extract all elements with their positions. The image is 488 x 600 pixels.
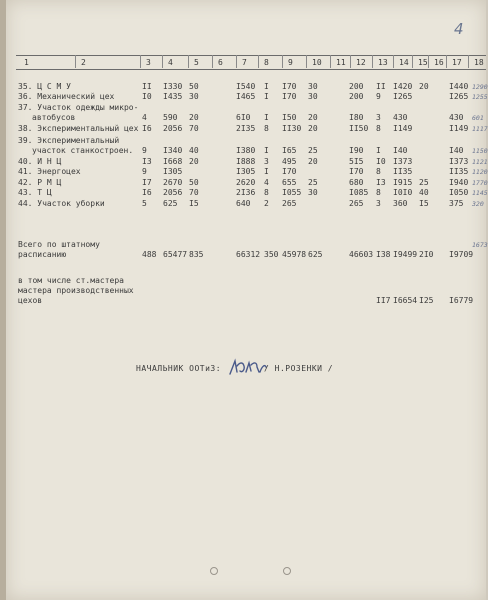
cell-c3: I6 xyxy=(142,124,152,133)
cell-c9: 655 xyxy=(282,178,297,187)
cell-c4: I668 xyxy=(163,157,183,166)
cell-c8: I xyxy=(264,167,269,176)
punch-hole xyxy=(283,567,291,575)
column-divider xyxy=(393,55,394,68)
margin-note: 320 xyxy=(472,200,484,208)
masters-label-line2: мастера производственных xyxy=(18,286,134,295)
cell-c7: 6I0 xyxy=(236,113,251,122)
cell-c10: 20 xyxy=(308,124,318,133)
column-number-14: 14 xyxy=(399,58,409,67)
cell-c13: I xyxy=(376,146,381,155)
column-divider xyxy=(412,55,413,68)
cell-c9: 495 xyxy=(282,157,297,166)
document-page xyxy=(6,0,486,600)
cell-c3: 9 xyxy=(142,167,147,176)
cell-c13: I3 xyxy=(376,178,386,187)
column-divider xyxy=(140,55,141,68)
cell-c3: 9 xyxy=(142,146,147,155)
row-label: 40. И Н Ц xyxy=(18,157,62,166)
row-label: 36. Механический цех xyxy=(18,92,115,101)
cell-c5: 20 xyxy=(189,157,199,166)
total-c9: 45978 xyxy=(282,250,307,259)
cell-c13: 3 xyxy=(376,199,381,208)
cell-c17: I265 xyxy=(449,92,469,101)
cell-c7: 2I36 xyxy=(236,188,256,197)
cell-c10: 20 xyxy=(308,113,318,122)
row-label: участок станкостроен. xyxy=(32,146,134,155)
total-c3: 488 xyxy=(142,250,157,259)
cell-c13: 8 xyxy=(376,167,381,176)
masters-label-line1: в том числе ст.мастера xyxy=(18,276,124,285)
cell-c15: I5 xyxy=(419,199,429,208)
column-divider xyxy=(282,55,283,68)
cell-c14: I373 xyxy=(393,157,413,166)
cell-c12: I70 xyxy=(349,167,364,176)
cell-c10: 25 xyxy=(308,146,318,155)
column-number-11: 11 xyxy=(336,58,346,67)
cell-c15: 25 xyxy=(419,178,429,187)
cell-c7: 2I35 xyxy=(236,124,256,133)
row-label: 37. Участок одежды микро- xyxy=(18,103,139,112)
cell-c17: I940 xyxy=(449,178,469,187)
totals-label-line2: расписанию xyxy=(18,250,67,259)
row-label: 38. Экспериментальный цех xyxy=(18,124,139,133)
column-divider xyxy=(306,55,307,68)
column-number-17: 17 xyxy=(452,58,462,67)
total-c14: I9499 xyxy=(393,250,418,259)
header-bottom-rule xyxy=(16,69,486,70)
row-label: 39. Экспериментальный xyxy=(18,136,120,145)
masters-c15: I25 xyxy=(419,296,434,305)
row-label: 42. Р М Ц xyxy=(18,178,62,187)
margin-note: 1117 xyxy=(472,125,488,133)
cell-c4: 2056 xyxy=(163,188,183,197)
column-divider xyxy=(330,55,331,68)
cell-c12: I80 xyxy=(349,113,364,122)
cell-c13: I0 xyxy=(376,157,386,166)
column-divider xyxy=(75,55,76,68)
punch-hole xyxy=(210,567,218,575)
column-number-18: 18 xyxy=(474,58,484,67)
cell-c9: 265 xyxy=(282,199,297,208)
cell-c17: I050 xyxy=(449,188,469,197)
margin-note: 1150 xyxy=(472,147,488,155)
signature-label: НАЧАЛЬНИК ООТиЗ: xyxy=(136,364,222,373)
cell-c5: 50 xyxy=(189,82,199,91)
column-number-12: 12 xyxy=(356,58,366,67)
column-divider xyxy=(212,55,213,68)
total-c12: 46603 xyxy=(349,250,374,259)
column-divider xyxy=(372,55,373,68)
cell-c13: 3 xyxy=(376,113,381,122)
cell-c10: 30 xyxy=(308,82,318,91)
cell-c8: 2 xyxy=(264,199,269,208)
totals-label-line1: Всего по штатному xyxy=(18,240,100,249)
cell-c5: 40 xyxy=(189,146,199,155)
signatory-name: / Н.РОЗЕНКИ / xyxy=(264,364,334,373)
column-divider xyxy=(188,55,189,68)
total-c5: 835 xyxy=(189,250,204,259)
cell-c14: I149 xyxy=(393,124,413,133)
cell-c12: II50 xyxy=(349,124,369,133)
cell-c12: 265 xyxy=(349,199,364,208)
cell-c8: I xyxy=(264,82,269,91)
masters-c14: I6654 xyxy=(393,296,418,305)
cell-c9: I50 xyxy=(282,113,297,122)
cell-c12: I90 xyxy=(349,146,364,155)
cell-c3: I6 xyxy=(142,188,152,197)
cell-c17: 375 xyxy=(449,199,464,208)
cell-c5: 30 xyxy=(189,92,199,101)
cell-c3: 4 xyxy=(142,113,147,122)
row-label: 35. Ц С М У xyxy=(18,82,71,91)
cell-c4: 590 xyxy=(163,113,178,122)
cell-c17: 430 xyxy=(449,113,464,122)
cell-c8: 4 xyxy=(264,178,269,187)
cell-c14: I40 xyxy=(393,146,408,155)
cell-c17: I149 xyxy=(449,124,469,133)
cell-c12: 680 xyxy=(349,178,364,187)
cell-c12: 200 xyxy=(349,82,364,91)
cell-c10: 20 xyxy=(308,157,318,166)
cell-c4: I435 xyxy=(163,92,183,101)
cell-c8: 8 xyxy=(264,124,269,133)
cell-c10: 30 xyxy=(308,92,318,101)
margin-note: 1290 xyxy=(472,83,488,91)
cell-c12: 5I5 xyxy=(349,157,364,166)
margin-note: 1120 xyxy=(472,168,488,176)
column-number-10: 10 xyxy=(312,58,322,67)
margin-note: 601 xyxy=(472,114,484,122)
column-number-4: 4 xyxy=(168,58,173,67)
cell-c13: II xyxy=(376,82,386,91)
cell-c3: II xyxy=(142,82,152,91)
cell-c15: 20 xyxy=(419,82,429,91)
cell-c8: 8 xyxy=(264,188,269,197)
column-number-5: 5 xyxy=(194,58,199,67)
cell-c9: II30 xyxy=(282,124,302,133)
cell-c8: 3 xyxy=(264,157,269,166)
cell-c7: I888 xyxy=(236,157,256,166)
cell-c14: I265 xyxy=(393,92,413,101)
cell-c3: I3 xyxy=(142,157,152,166)
cell-c13: 8 xyxy=(376,124,381,133)
cell-c8: I xyxy=(264,92,269,101)
column-number-6: 6 xyxy=(218,58,223,67)
cell-c4: I340 xyxy=(163,146,183,155)
page-number-mark: 4 xyxy=(454,20,464,38)
cell-c9: I65 xyxy=(282,146,297,155)
cell-c17: I40 xyxy=(449,146,464,155)
column-number-3: 3 xyxy=(146,58,151,67)
cell-c13: 8 xyxy=(376,188,381,197)
column-number-1: 1 xyxy=(24,58,29,67)
column-number-2: 2 xyxy=(81,58,86,67)
total-c13: I38 xyxy=(376,250,391,259)
cell-c14: I915 xyxy=(393,178,413,187)
column-divider xyxy=(258,55,259,68)
row-label: 44. Участок уборки xyxy=(18,199,105,208)
cell-c12: I085 xyxy=(349,188,369,197)
column-number-13: 13 xyxy=(378,58,388,67)
signature-scribble-icon xyxy=(228,357,268,379)
column-divider xyxy=(468,55,469,68)
cell-c7: I305 xyxy=(236,167,256,176)
cell-c12: 200 xyxy=(349,92,364,101)
cell-c4: 625 xyxy=(163,199,178,208)
masters-c13: II7 xyxy=(376,296,391,305)
cell-c4: 2670 xyxy=(163,178,183,187)
total-c17: I9709 xyxy=(449,250,474,259)
total-c15: 2I0 xyxy=(419,250,434,259)
cell-c7: I465 xyxy=(236,92,256,101)
column-number-9: 9 xyxy=(288,58,293,67)
cell-c14: I0I0 xyxy=(393,188,413,197)
column-number-8: 8 xyxy=(264,58,269,67)
cell-c17: I440 xyxy=(449,82,469,91)
cell-c3: 5 xyxy=(142,199,147,208)
margin-note: 1255 xyxy=(472,93,488,101)
cell-c7: 2620 xyxy=(236,178,256,187)
margin-note: 1673 xyxy=(472,241,488,249)
margin-note: 1121 xyxy=(472,158,488,166)
total-c10: 625 xyxy=(308,250,323,259)
cell-c7: I380 xyxy=(236,146,256,155)
column-divider xyxy=(350,55,351,68)
cell-c9: I70 xyxy=(282,167,297,176)
cell-c7: I540 xyxy=(236,82,256,91)
cell-c14: 430 xyxy=(393,113,408,122)
masters-label-line3: цехов xyxy=(18,296,43,305)
cell-c5: 70 xyxy=(189,124,199,133)
cell-c9: I70 xyxy=(282,92,297,101)
cell-c5: I5 xyxy=(189,199,199,208)
total-c7: 66312 xyxy=(236,250,261,259)
cell-c8: I xyxy=(264,113,269,122)
cell-c5: 70 xyxy=(189,188,199,197)
cell-c4: 2056 xyxy=(163,124,183,133)
cell-c17: II35 xyxy=(449,167,469,176)
handwritten-signature xyxy=(228,357,268,383)
column-number-16: 16 xyxy=(434,58,444,67)
cell-c8: I xyxy=(264,146,269,155)
cell-c5: 20 xyxy=(189,113,199,122)
cell-c10: 25 xyxy=(308,178,318,187)
column-divider xyxy=(236,55,237,68)
masters-c17: I6779 xyxy=(449,296,474,305)
row-label: автобусов xyxy=(32,113,76,122)
cell-c3: I7 xyxy=(142,178,152,187)
cell-c9: I70 xyxy=(282,82,297,91)
cell-c7: 640 xyxy=(236,199,251,208)
header-top-rule xyxy=(16,55,486,56)
cell-c9: I055 xyxy=(282,188,302,197)
cell-c14: I420 xyxy=(393,82,413,91)
cell-c4: I305 xyxy=(163,167,183,176)
cell-c17: I373 xyxy=(449,157,469,166)
cell-c15: 40 xyxy=(419,188,429,197)
column-divider xyxy=(446,55,447,68)
column-divider xyxy=(162,55,163,68)
column-number-15: 15 xyxy=(418,58,428,67)
margin-note: 1145 xyxy=(472,189,488,197)
cell-c10: 30 xyxy=(308,188,318,197)
cell-c14: II35 xyxy=(393,167,413,176)
cell-c3: I0 xyxy=(142,92,152,101)
cell-c14: 360 xyxy=(393,199,408,208)
column-number-7: 7 xyxy=(242,58,247,67)
row-label: 41. Энергоцех xyxy=(18,167,81,176)
row-label: 43. Т Ц xyxy=(18,188,52,197)
cell-c13: 9 xyxy=(376,92,381,101)
total-c4: 65477 xyxy=(163,250,188,259)
cell-c5: 50 xyxy=(189,178,199,187)
total-c8: 350 xyxy=(264,250,279,259)
column-divider xyxy=(428,55,429,68)
cell-c4: I330 xyxy=(163,82,183,91)
margin-note: 1770 xyxy=(472,179,488,187)
